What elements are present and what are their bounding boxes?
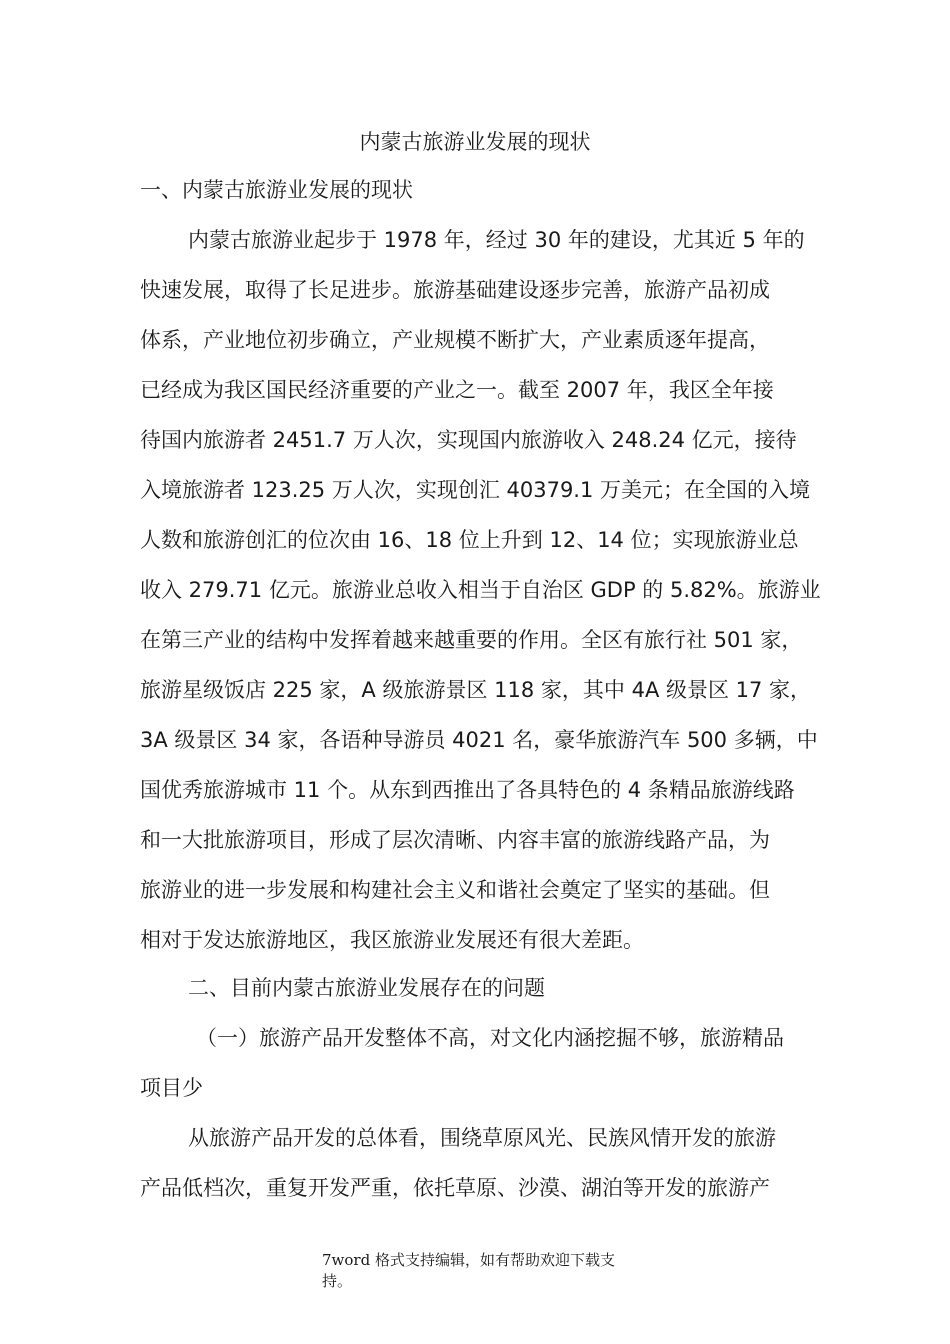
page-footer [322,1250,642,1292]
paragraph-line: 在第三产业的结构中发挥着越来越重要的作用。全区有旅行社 501 家， [140,628,803,652]
footer-line: 持。 [322,1272,353,1290]
document-title: 内蒙古旅游业发展的现状 [359,130,591,154]
paragraph-line: 产品低档次，重复开发严重，依托草原、沙漠、湖泊等开发的旅游产 [140,1176,770,1200]
section-heading-1: 一、内蒙古旅游业发展的现状 [140,178,413,202]
paragraph-line: 相对于发达旅游地区，我区旅游业发展还有很大差距。 [140,928,644,952]
paragraph-line: 体系，产业地位初步确立，产业规模不断扩大，产业素质逐年提高， [140,328,770,352]
paragraph-line: 已经成为我区国民经济重要的产业之一。截至 2007 年，我区全年接 [140,378,774,402]
paragraph-line: 国优秀旅游城市 11 个。从东到西推出了各具特色的 4 条精品旅游线路 [140,778,795,802]
subsection-heading: （一）旅游产品开发整体不高，对文化内涵挖掘不够，旅游精品 [196,1026,784,1050]
paragraph-line: 旅游星级饭店 225 家，A 级旅游景区 118 家，其中 4A 级景区 17 家， [140,678,812,702]
paragraph-line: 和一大批旅游项目，形成了层次清晰、内容丰富的旅游线路产品，为 [140,828,770,852]
paragraph-line: 人数和旅游创汇的位次由 16、18 位上升到 12、14 位；实现旅游业总 [140,528,799,552]
paragraph-line: 入境旅游者 123.25 万人次，实现创汇 40379.1 万美元；在全国的入境 [140,478,811,502]
paragraph-line: 收入 279.71 亿元。旅游业总收入相当于自治区 GDP 的 5.82%。旅游业 [140,578,821,602]
paragraph-line: 旅游业的进一步发展和构建社会主义和谐社会奠定了坚实的基础。但 [140,878,770,902]
subsection-heading-continued: 项目少 [140,1076,203,1100]
section-heading-2: 二、目前内蒙古旅游业发展存在的问题 [188,976,545,1000]
footer-line: 7word 格式支持编辑，如有帮助欢迎下载支 [322,1251,615,1269]
paragraph-line: 待国内旅游者 2451.7 万人次，实现国内旅游收入 248.24 亿元，接待 [140,428,797,452]
paragraph-line: 内蒙古旅游业起步于 1978 年，经过 30 年的建设，尤其近 5 年的 [188,228,805,252]
paragraph-line: 快速发展，取得了长足进步。旅游基础建设逐步完善，旅游产品初成 [140,278,770,302]
paragraph-line: 从旅游产品开发的总体看，围绕草原风光、民族风情开发的旅游 [188,1126,776,1150]
paragraph-line: 3A 级景区 34 家，各语种导游员 4021 名，豪华旅游汽车 500 多辆，中 [140,728,818,752]
